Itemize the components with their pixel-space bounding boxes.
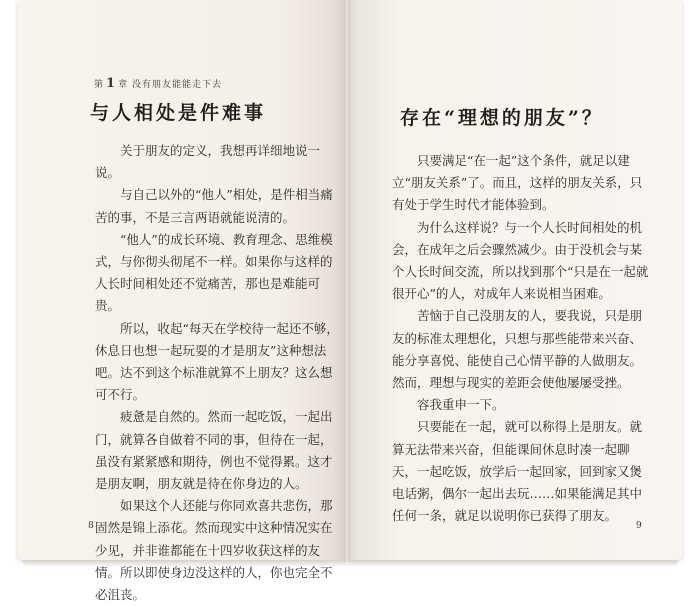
book-gutter xyxy=(344,0,350,562)
right-page xyxy=(348,0,682,560)
chapter-title: 没有朋友能能走下去 xyxy=(131,80,222,90)
paragraph: 为什么这样说？与一个人长时间相处的机会，在成年之后会骤然减少。由于没机会与某个人长时间交流，所以找到那个“只是在一起就很开心”的人，对成年人来说相当困难。 xyxy=(392,219,649,302)
chapter-suffix: 章 xyxy=(118,80,129,90)
chapter-prefix: 第 xyxy=(94,80,105,90)
paragraph: 容我重申一下。 xyxy=(417,397,505,413)
paragraph: 与自己以外的“他人”相处，是件相当痛苦的事，不是三言两语就能说清的。 xyxy=(95,187,333,225)
page-number-right: 9 xyxy=(636,521,642,531)
paragraph: 关于朋友的定义，我想再详细地说一说。 xyxy=(95,143,321,181)
paragraph: 疲惫是自然的。然而一起吃饭，一起出门，就算各自做着不同的事，但待在一起，虽没有紧紧感和期待，例也不觉得累。这才是朋友啊，朋友就是待在你身边的人。 xyxy=(95,409,333,492)
paragraph: 苦恼于自己没朋友的人，要我说，只是朋友的标准太理想化，只想与那些能带来兴奋、能分享喜悦、能使自己心情平静的人做朋友。然而，理想与现实的差距会使他屡屡受挫。 xyxy=(392,308,643,391)
chapter-number: 1 xyxy=(106,76,117,91)
left-page xyxy=(18,0,346,603)
right-body-text xyxy=(392,150,652,527)
paragraph: 所以，收起“每天在学校待一起还不够，休息日也想一起玩耍的才是朋友”这种想法吧。达不到这个标准就算不上朋友？这么想可不行。 xyxy=(95,320,339,403)
page-number-left: 8 xyxy=(88,521,94,531)
left-body-text xyxy=(95,140,341,606)
paragraph: 只要能在一起，就可以称得上是朋友。就算无法带来兴奋，但能课间休息时凑一起聊天，一起吃饭，放学后一起回家，回到家又煲电话粥，偶尔一起出去玩……如果能满足其中任何一条，就足以说明你已获得了朋友。 xyxy=(392,419,643,524)
running-head xyxy=(94,76,222,91)
paragraph: 只要满足“在一起”这个条件，就足以建立“朋友关系”了。而且，这样的朋友关系，只有处于学生时代才能体验到。 xyxy=(392,153,643,213)
paragraph: 如果这个人还能与你同欢喜共悲伤，那固然是锦上添花。然而现实中这种情况实在少见，并非谁都能在十四岁收获这样的友情。所以即使身边没这样的人，你也完全不必沮丧。 xyxy=(95,498,333,603)
paragraph: “他人”的成长环境、教育理念、思维模式，与你彻头彻尾不一样。如果你与这样的人长时间相处还不觉痛苦，那也是难能可贵。 xyxy=(95,231,333,314)
section-heading-right: 存在“理想的朋友”？ xyxy=(400,107,604,129)
book-spread xyxy=(18,0,682,603)
section-heading-left: 与人相处是件难事 xyxy=(90,102,267,124)
